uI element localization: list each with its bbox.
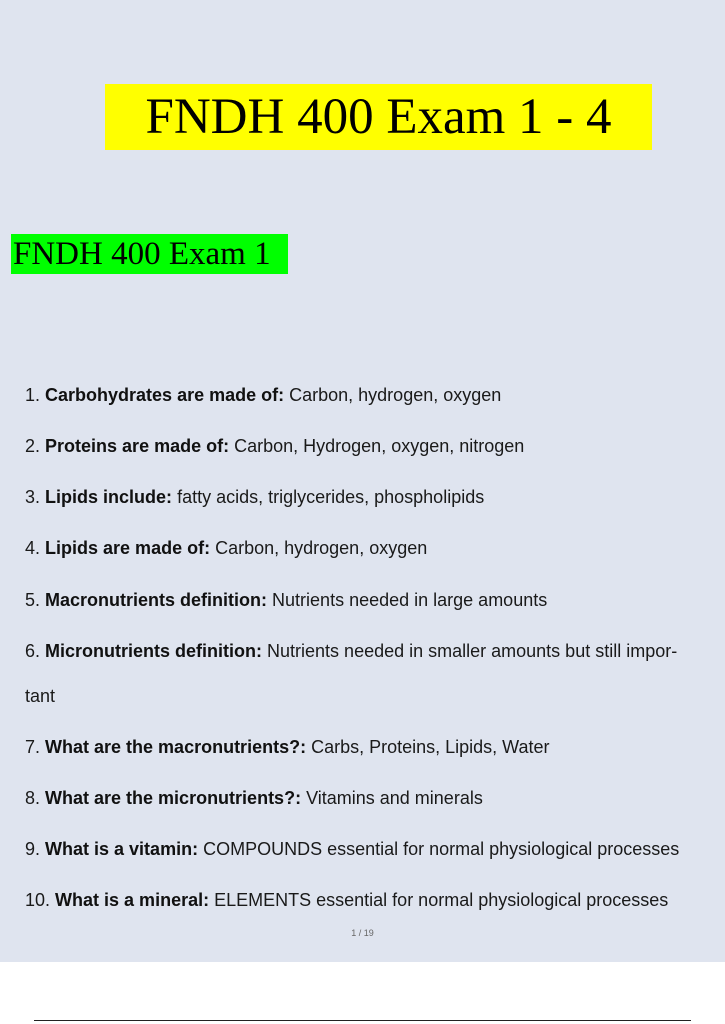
item-answer: Carbon, hydrogen, oxygen — [289, 385, 502, 405]
item-question: Macronutrients definition: — [45, 590, 268, 610]
item-answer: Nutrients needed in smaller amounts but still impor- — [267, 641, 678, 661]
item-question: What are the micronutrients?: — [45, 788, 302, 808]
item-answer: ELEMENTS essential for normal physiological processes — [214, 890, 669, 910]
item-answer: COMPOUNDS essential for normal physiological processes — [203, 839, 680, 859]
item-answer: fatty acids, triglycerides, phospholipids — [177, 487, 485, 507]
item-answer-continuation: tant — [25, 686, 56, 706]
list-item — [25, 435, 524, 457]
item-answer: Carbon, Hydrogen, oxygen, nitrogen — [234, 436, 525, 456]
section-title: FNDH 400 Exam 1 — [11, 234, 288, 274]
item-number: 2. — [25, 436, 41, 456]
item-number: 10. — [25, 890, 51, 910]
item-number: 6. — [25, 641, 41, 661]
page-number: 1 / 19 — [351, 928, 374, 938]
item-number: 7. — [25, 737, 41, 757]
item-answer: Carbs, Proteins, Lipids, Water — [311, 737, 550, 757]
list-item — [25, 589, 547, 611]
item-number: 3. — [25, 487, 41, 507]
list-item — [25, 889, 668, 911]
item-number: 1. — [25, 385, 41, 405]
item-question: What is a vitamin: — [45, 839, 199, 859]
item-answer: Carbon, hydrogen, oxygen — [215, 538, 428, 558]
item-number: 4. — [25, 538, 41, 558]
item-question: Lipids include: — [45, 487, 173, 507]
item-question: Carbohydrates are made of: — [45, 385, 285, 405]
item-number: 8. — [25, 788, 41, 808]
list-item — [25, 736, 550, 758]
list-item — [25, 537, 427, 559]
item-question: What are the macronutrients?: — [45, 737, 307, 757]
document-title: FNDH 400 Exam 1 - 4 — [105, 84, 652, 150]
item-question: Micronutrients definition: — [45, 641, 263, 661]
list-item — [25, 640, 677, 662]
item-question: What is a mineral: — [55, 890, 210, 910]
item-answer: Vitamins and minerals — [306, 788, 483, 808]
list-item — [25, 384, 501, 406]
item-question: Proteins are made of: — [45, 436, 230, 456]
item-answer: Nutrients needed in large amounts — [272, 590, 548, 610]
list-item — [25, 486, 484, 508]
item-number: 9. — [25, 839, 41, 859]
list-item — [25, 787, 483, 809]
list-item — [25, 838, 679, 860]
page-divider — [34, 1020, 691, 1021]
item-number: 5. — [25, 590, 41, 610]
item-question: Lipids are made of: — [45, 538, 211, 558]
